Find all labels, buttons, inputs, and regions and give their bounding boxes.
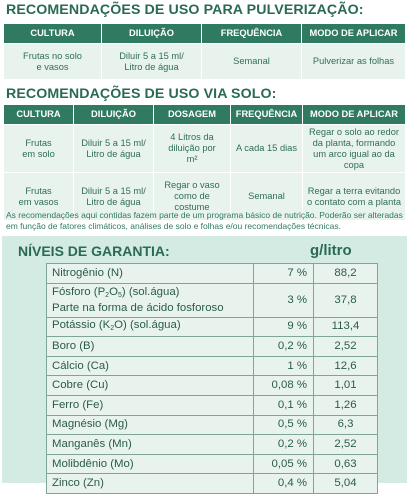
nutrient-name [47,317,254,337]
nutrient-name: Ferro (Fe) [47,395,254,415]
soil-header-frequencia: FREQUÊNCIA [231,105,303,125]
nutrient-subscript: 5 [117,291,122,299]
nutrient-name: Zinco (Zn) [47,474,254,494]
table-row [47,356,378,376]
nutrient-name: Cálcio (Ca) [47,356,254,376]
nutrient-value: 12,6 [314,356,378,376]
nutrient-name-part: O [109,285,118,298]
table-row [47,317,378,337]
table-row [47,415,378,435]
nutrient-percent: 9 % [254,317,314,337]
spray-header-diluicao: DILUIÇÃO [102,24,202,44]
soil-header-row [4,105,406,125]
table-row [47,337,378,357]
soil-dosagem-cell: Regar o vaso como de costume [154,173,231,221]
guarantee-table [46,263,378,494]
nutrient-percent: 7 % [254,264,314,284]
soil-header-diluicao: DILUIÇÃO [74,105,154,125]
nutrient-name: Cobre (Cu) [47,376,254,396]
recommendation-note: As recomendações aqui contidas fazem parte de um programa básico de nutrição. Poderão ser alteradas em função de fatores climáticos, análises de solo e folhas e/ou recomendações técnicas. [6,210,403,231]
nutrient-percent: 0,05 % [254,454,314,474]
spray-frequencia-cell: Semanal [202,44,302,80]
table-row [47,264,378,284]
soil-frequencia-cell: A cada 15 dias [231,125,303,173]
soil-cultura-cell: Frutas em vasos [4,173,74,221]
guarantee-unit: g/litro [310,242,352,259]
nutrient-value: 1,01 [314,376,378,396]
nutrient-value: 113,4 [314,317,378,337]
soil-section-title: RECOMENDAÇÕES DE USO VIA SOLO: [6,86,277,102]
table-row [47,283,378,317]
nutrient-name-part: O) (sol.água) [114,318,181,331]
spray-cultura-cell: Frutas no solo e vasos [4,44,102,80]
nutrient-subscript: 2 [110,324,115,332]
spray-header-cultura: CULTURA [4,24,102,44]
nutrient-value: 88,2 [314,264,378,284]
table-row [47,395,378,415]
nutrient-percent: 1 % [254,356,314,376]
nutrient-percent: 0,2 % [254,337,314,357]
nutrient-name-part: ) (sol.água) [121,285,180,298]
nutrient-value: 5,04 [314,474,378,494]
nutrient-name-part: Fósforo (P [52,285,106,298]
nutrient-value: 0,63 [314,454,378,474]
soil-modo-cell: Regar a terra evitando o contato com a planta [303,173,406,221]
spray-section-title: RECOMENDAÇÕES DE USO PARA PULVERIZAÇÃO: [6,2,364,18]
nutrient-value: 2,52 [314,435,378,455]
spray-table [3,23,406,80]
spray-header-frequencia: FREQUÊNCIA [202,24,302,44]
nutrient-name-line2: Parte na forma de ácido fosforoso [52,301,224,314]
nutrient-name: Magnésio (Mg) [47,415,254,435]
soil-header-modo: MODO DE APLICAR [303,105,406,125]
nutrient-subscript: 2 [105,291,110,299]
soil-table [3,104,406,221]
nutrient-value: 2,52 [314,337,378,357]
nutrient-name: Molibdênio (Mo) [47,454,254,474]
nutrient-percent: 3 % [254,283,314,317]
table-row [47,435,378,455]
nutrient-percent: 0,1 % [254,395,314,415]
soil-header-dosagem: DOSAGEM [154,105,231,125]
spray-header-row [4,24,406,44]
soil-dosagem-cell: 4 Litros da diluição por m² [154,125,231,173]
nutrient-name: Nitrogênio (N) [47,264,254,284]
nutrient-percent: 0,4 % [254,474,314,494]
nutrient-percent: 0,2 % [254,435,314,455]
soil-diluicao-cell: Diluir 5 a 15 ml/ Litro de água [74,173,154,221]
nutrient-value: 37,8 [314,283,378,317]
table-row [47,376,378,396]
table-row [4,44,406,80]
table-row [47,474,378,494]
soil-cultura-cell: Frutas em solo [4,125,74,173]
nutrient-name: Boro (B) [47,337,254,357]
spray-modo-cell: Pulverizar as folhas [302,44,406,80]
table-row [4,125,406,173]
nutrient-name: Manganês (Mn) [47,435,254,455]
soil-diluicao-cell: Diluir 5 a 15 ml/ Litro de água [74,125,154,173]
spray-header-modo: MODO DE APLICAR [302,24,406,44]
nutrient-value: 1,26 [314,395,378,415]
nutrient-value: 6,3 [314,415,378,435]
table-row [47,454,378,474]
guarantee-title: NÍVEIS DE GARANTIA: [18,243,170,259]
soil-frequencia-cell: Semanal [231,173,303,221]
nutrient-name [47,283,254,317]
soil-header-cultura: CULTURA [4,105,74,125]
nutrient-percent: 0,08 % [254,376,314,396]
soil-modo-cell: Regar o solo ao redor da planta, formando um arco igual ao da copa [303,125,406,173]
nutrient-percent: 0,5 % [254,415,314,435]
nutrient-name-part: Potássio (K [52,318,111,331]
spray-diluicao-cell: Diluir 5 a 15 ml/ Litro de água [102,44,202,80]
